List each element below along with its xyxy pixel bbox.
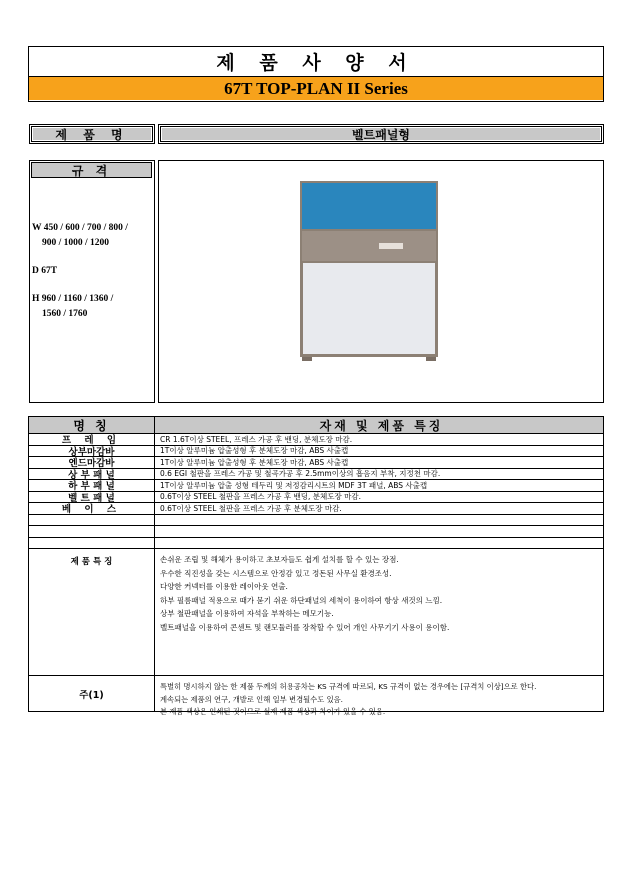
empty-cell <box>29 538 155 549</box>
header-description: 자재 및 제품 특징 <box>319 418 444 433</box>
product-image-box <box>158 160 604 403</box>
table-row <box>29 446 603 458</box>
row-name: 상부마감바 <box>29 446 155 457</box>
product-name-value: 벨트패널형 <box>160 126 602 142</box>
materials-table <box>28 416 604 716</box>
row-name: 하 부 패 널 <box>29 480 155 491</box>
series-title: 67T TOP-PLAN II Series <box>29 77 603 100</box>
table-row <box>29 469 603 481</box>
row-name: 엔드마감바 <box>29 457 155 468</box>
notes-list <box>160 681 536 719</box>
spec-height-line-2: 1560 / 1760 <box>42 309 88 319</box>
empty-row <box>29 526 603 538</box>
row-description: 0.6T이상 STEEL 철판을 프레스 가공 후 분체도장 마감. <box>160 503 342 513</box>
note-item: 본 제품 색상은 인쇄된 것이므로 실제 제품 색상과 차이가 있을 수 있음. <box>160 707 386 716</box>
spec-box <box>29 160 155 403</box>
feature-item: 우수한 직진성을 갖는 시스템으로 안정감 있고 정돈된 사무실 환경조성. <box>160 568 392 578</box>
right-foot-icon <box>426 357 436 361</box>
row-name: 상 부 패 널 <box>29 469 155 480</box>
row-description: 1T이상 알루미늄 압출성형 후 분체도장 마감, ABS 사출캡 <box>160 446 349 456</box>
row-description: 1T이상 알루미늄 압출성형 후 분체도장 마감, ABS 사출캡 <box>160 457 349 467</box>
empty-cell <box>29 526 155 537</box>
feature-item: 손쉬운 조립 및 해체가 용이하고 초보자들도 쉽게 설치를 할 수 있는 장점. <box>160 555 399 564</box>
features-label: 제 품 특 징 <box>29 549 155 675</box>
feature-item: 벨트패널을 이용하여 콘센트 및 랜모듈러를 장착할 수 있어 개인 사무기기 사용이 용이함. <box>160 622 450 632</box>
table-row <box>29 480 603 492</box>
note-item: 계속되는 제품의 연구, 개발로 인해 일부 변경될수도 있음. <box>160 694 343 704</box>
header-name: 명 칭 <box>29 417 155 433</box>
features-list <box>160 553 449 634</box>
row-description: 0.6 EGI 철판을 프레스 가공 및 철곡가공 후 2.5mm이상의 흡음지 부착, 지정천 마감. <box>160 469 441 479</box>
table-row <box>29 503 603 515</box>
lower-panel-image <box>300 261 438 357</box>
logo-plate-icon <box>379 243 403 249</box>
row-description: 1T이상 알루미늄 압출 성형 테두리 및 저정감리시트의 MDF 3T 패널, ABS 사출캡 <box>160 480 428 490</box>
table-row <box>29 434 603 446</box>
row-description: 0.6T이상 STEEL 철판을 프레스 가공 후 밴딩, 분체도장 마감. <box>160 492 362 502</box>
row-description: CR 1.6T이상 STEEL, 프레스 가공 후 밴딩, 분체도장 마감. <box>160 434 353 444</box>
feature-item: 상부 철판패널을 이용하여 자석을 부착하는 메모기능. <box>160 609 334 618</box>
notes-label: 주(1) <box>29 676 155 711</box>
title-box <box>28 46 604 102</box>
empty-row <box>29 515 603 527</box>
row-name: 벨 트 패 널 <box>29 492 155 503</box>
belt-panel-image <box>300 231 438 261</box>
spec-depth: D 67T <box>32 266 58 276</box>
table-row <box>29 457 603 469</box>
feature-item: 하부 필름패널 적용으로 때가 묻기 쉬운 하단패널의 세척이 용이하여 항상 새것의 느낌. <box>160 595 443 605</box>
spec-width-line-1: W 450 / 600 / 700 / 800 / <box>32 223 128 233</box>
row-name: 프 레 임 <box>29 434 155 445</box>
row-name: 베 이 스 <box>29 503 155 514</box>
spec-height-line-1: H 960 / 1160 / 1360 / <box>32 294 114 304</box>
features-row <box>29 549 603 676</box>
left-foot-icon <box>302 357 312 361</box>
notes-row <box>29 676 603 716</box>
document-title: 제 품 사 양 서 <box>29 47 603 77</box>
spec-width-line-2: 900 / 1000 / 1200 <box>42 238 110 248</box>
feature-item: 다양한 커넥터를 이용한 레이아웃 연출. <box>160 582 288 591</box>
empty-row <box>29 538 603 550</box>
note-item: 특별히 명시하지 않는 한 제품 두께의 허용공차는 KS 규격에 따르되, KS 규격이 없는 경우에는 [규격치 이상]으로 한다. <box>160 682 537 691</box>
product-name-label: 제 품 명 <box>31 126 153 142</box>
upper-panel-image <box>300 181 438 231</box>
empty-cell <box>29 515 155 526</box>
spec-label: 규 격 <box>31 162 152 178</box>
